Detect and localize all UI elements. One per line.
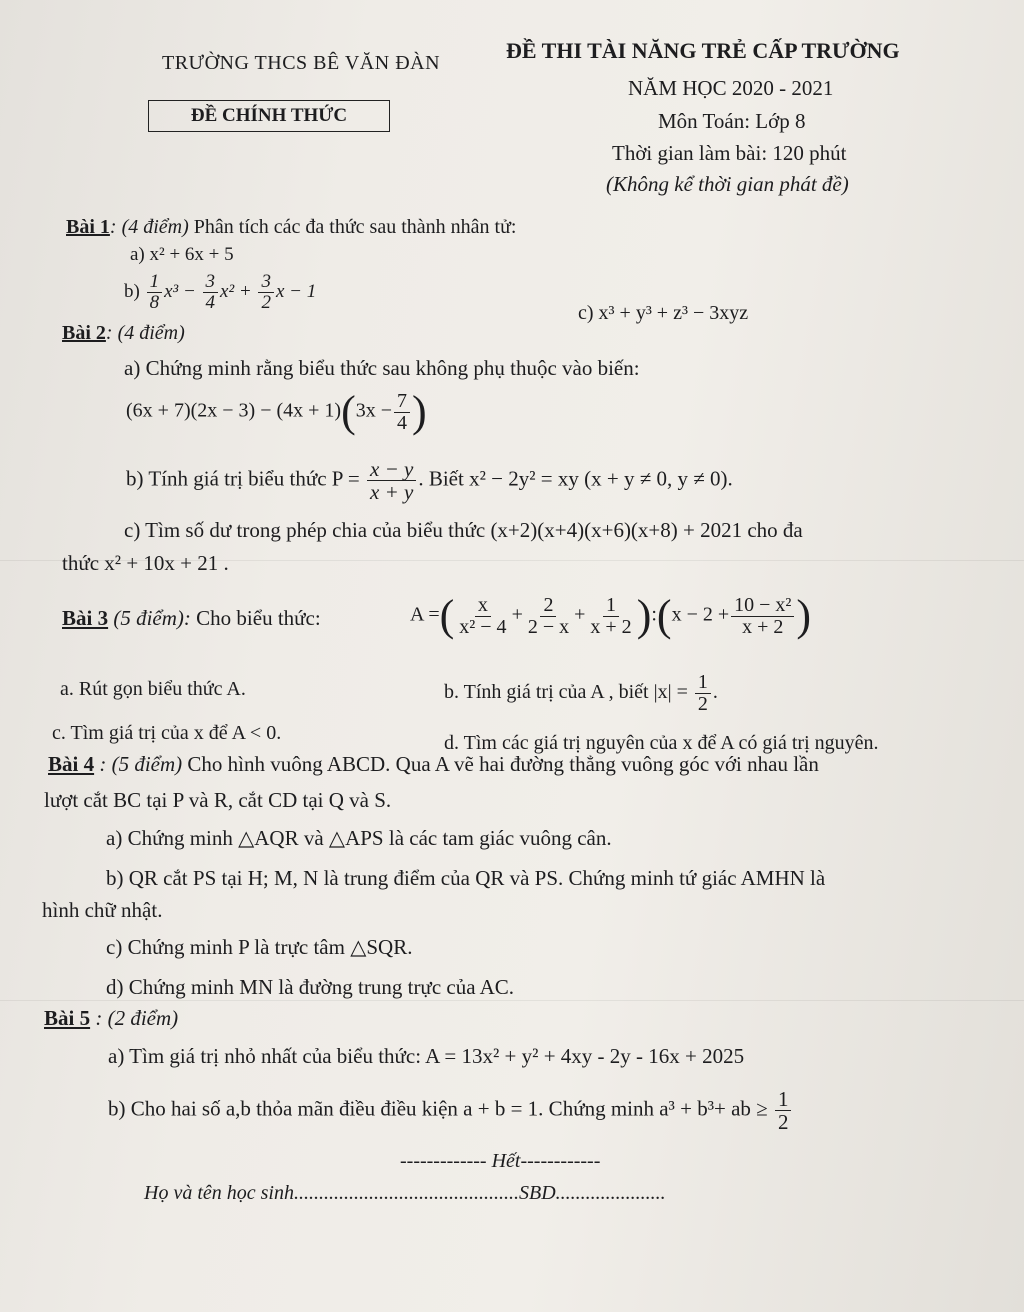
operator: : [651, 603, 657, 626]
problem-1-text: Phân tích các đa thức sau thành nhân tử: [188, 216, 517, 238]
problem-1c: c) x³ + y³ + z³ − 3xyz [578, 302, 749, 324]
student-name-line: Họ và tên học sinh.............................................SBD...................... [144, 1182, 666, 1204]
numerator: 1 [147, 272, 163, 293]
term: x − 1 [275, 280, 317, 302]
expression: (6x + 7)(2x − 3) − (4x + 1) [126, 399, 342, 422]
numerator: x − y [367, 458, 416, 481]
denominator: 8 [149, 291, 160, 313]
problem-2b-text: b) Tính giá trị biểu thức P = [126, 466, 360, 491]
fraction [587, 595, 634, 638]
problem-4-text: Cho hình vuông ABCD. Qua A vẽ hai đường thẳng vuông góc với nhau lần [182, 752, 819, 776]
problem-2c: c) Tìm số dư trong phép chia của biểu thức (x+2)(x+4)(x+6)(x+8) + 2021 cho đa [124, 518, 803, 542]
period: . [712, 681, 718, 704]
fraction [147, 272, 163, 313]
operator: + [574, 603, 586, 626]
fraction [394, 391, 410, 434]
problem-5b [108, 1088, 793, 1133]
problem-3-expression [410, 591, 812, 640]
problem-3c: c. Tìm giá trị của x để A < 0. [52, 722, 282, 744]
fraction [258, 272, 274, 313]
denominator: 2 [777, 1110, 789, 1135]
duration: Thời gian làm bài: 120 phút [612, 141, 847, 165]
numerator: 1 [603, 595, 619, 617]
problem-3-text: Cho biểu thức: [190, 606, 321, 630]
fraction [203, 272, 219, 313]
exam-title: ĐỀ THI TÀI NĂNG TRẺ CẤP TRƯỜNG [506, 38, 900, 63]
problem-5-label: Bài 5 [44, 1006, 91, 1030]
problem-2-label: Bài 2 [62, 322, 106, 344]
problem-1a: a) x² + 6x + 5 [130, 244, 234, 265]
problem-5a: a) Tìm giá trị nhỏ nhất của biểu thức: A = 13x² + y² + 4xy - 2y - 16x + 2025 [108, 1044, 745, 1068]
problem-2-heading [62, 322, 185, 345]
problem-1b-label: b) [124, 280, 140, 302]
problem-3-label: Bài 3 [62, 606, 109, 630]
open-paren: ( [341, 387, 356, 436]
problem-4c: c) Chứng minh P là trực tâm △SQR. [106, 935, 413, 959]
paper-fold [0, 1000, 1024, 1001]
problem-2-points: : (4 điểm) [105, 322, 185, 344]
problem-5-heading [44, 1006, 178, 1031]
problem-3-points: (5 điểm): [108, 606, 191, 630]
problem-3-heading [62, 606, 321, 631]
school-year: NĂM HỌC 2020 - 2021 [628, 76, 834, 100]
operator: + [511, 603, 523, 626]
problem-3b [444, 672, 718, 715]
fraction [456, 595, 509, 638]
expression: 3x − [355, 399, 393, 422]
term: x³ − [164, 280, 196, 302]
official-exam-box: ĐỀ CHÍNH THỨC [148, 100, 390, 132]
fraction [695, 672, 711, 715]
close-paren: ) [796, 591, 812, 640]
problem-4-heading [48, 752, 819, 777]
numerator: 1 [775, 1088, 792, 1111]
problem-1-heading [66, 216, 516, 239]
problem-1-label: Bài 1 [66, 216, 110, 238]
denominator: 2 − x [527, 615, 570, 638]
problem-3b-text: b. Tính giá trị của A , biết |x| = [444, 681, 688, 704]
open-paren: ( [439, 591, 455, 640]
numerator: 3 [203, 272, 219, 293]
denominator: 4 [205, 291, 216, 313]
problem-2b [126, 458, 733, 503]
denominator: x + y [370, 480, 414, 505]
numerator: 1 [695, 672, 711, 694]
denominator: x² − 4 [459, 615, 507, 638]
denominator: 4 [397, 411, 408, 434]
open-paren: ( [656, 591, 672, 640]
numerator: 10 − x² [731, 595, 794, 617]
problem-2c-continued: thức x² + 10x + 21 . [62, 551, 229, 575]
problem-4b: b) QR cắt PS tại H; M, N là trung điểm của QR và PS. Chứng minh tứ giác AMHN là [106, 866, 826, 890]
term: x² + [220, 280, 252, 302]
problem-3d: d. Tìm các giá trị nguyên của x để A có giá trị nguyên. [444, 732, 879, 754]
problem-2b-condition: . Biết x² − 2y² = xy (x + y ≠ 0, y ≠ 0). [418, 466, 733, 491]
numerator: x [475, 595, 491, 617]
problem-1b [124, 272, 316, 313]
duration-note: (Không kể thời gian phát đề) [606, 172, 849, 196]
problem-4b-continued: hình chữ nhật. [42, 898, 163, 922]
denominator: 2 [697, 693, 708, 715]
problem-4-points: : (5 điểm) [94, 752, 183, 776]
problem-1-points: : (4 điểm) [109, 216, 189, 238]
end-marker: ------------- Hết------------ [400, 1150, 601, 1172]
expression: x − 2 + [671, 603, 730, 626]
numerator: 7 [394, 391, 410, 413]
close-paren: ) [412, 387, 427, 436]
problem-5b-text: b) Cho hai số a,b thỏa mãn điều điều kiện a + b = 1. Chứng minh a³ + b³+ ab ≥ [108, 1096, 768, 1121]
problem-2a-expression [126, 387, 427, 436]
fraction [367, 458, 416, 503]
problem-4-text-continued: lượt cắt BC tại P và R, cắt CD tại Q và S. [44, 788, 392, 812]
fraction [525, 595, 572, 638]
denominator: x + 2 [590, 615, 632, 638]
fraction [775, 1088, 792, 1133]
problem-5-points: : (2 điểm) [90, 1006, 179, 1030]
problem-4-label: Bài 4 [48, 752, 95, 776]
problem-4a: a) Chứng minh △AQR và △APS là các tam giác vuông cân. [106, 826, 612, 850]
problem-4d: d) Chứng minh MN là đường trung trực của AC. [106, 975, 515, 999]
denominator: x + 2 [742, 615, 784, 638]
close-paren: ) [636, 591, 652, 640]
problem-3a: a. Rút gọn biểu thức A. [60, 678, 246, 700]
problem-2a-text: a) Chứng minh rằng biểu thức sau không phụ thuộc vào biến: [124, 356, 640, 380]
fraction [731, 595, 794, 638]
subject: Môn Toán: Lớp 8 [658, 109, 806, 133]
numerator: 2 [540, 595, 556, 617]
denominator: 2 [261, 291, 271, 313]
numerator: 3 [258, 272, 274, 293]
expression: A = [410, 603, 440, 626]
school-name: TRƯỜNG THCS BÊ VĂN ĐÀN [162, 52, 441, 74]
